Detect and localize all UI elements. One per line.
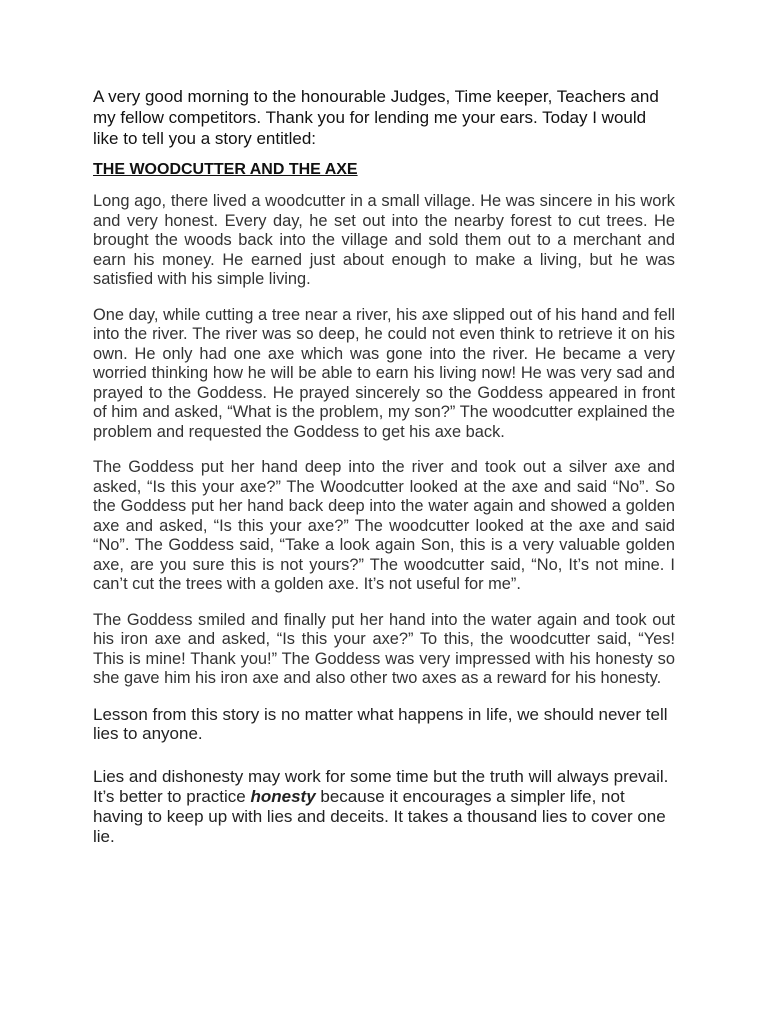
story-paragraph-4: The Goddess smiled and finally put her hand into the water again and took out his iron axe and asked, “Is this your axe?” To this, the woodcutter said, “Yes! This is mine! Thank you!” The Goddess was very impressed with his honesty so she gave him his iron axe and also other two axes as a reward for his honesty. xyxy=(93,610,675,687)
closing-text-start: Lies and dishonesty may work for some time but the truth will always prevail. It’s better to practice xyxy=(93,766,669,806)
closing-text-end: because it encourages a simpler life, not having to keep up with lies and deceits. It takes a thousand lies to cover one lie. xyxy=(93,786,666,846)
closing-paragraph xyxy=(93,767,675,847)
story-paragraph-1: Long ago, there lived a woodcutter in a small village. He was sincere in his work and very honest. Every day, he set out into the nearby forest to cut trees. He brought the woods back into the village and sold them out to a merchant and earn his money. He earned just about enough to make a living, but he was satisfied with his simple living. xyxy=(93,192,675,288)
lesson-paragraph: Lesson from this story is no matter what happens in life, we should never tell lies to anyone. xyxy=(93,704,668,743)
story-title: THE WOODCUTTER AND THE AXE xyxy=(93,161,358,178)
story-paragraph-2: One day, while cutting a tree near a river, his axe slipped out of his hand and fell into the river. The river was so deep, he could not even think to retrieve it on his own. He only had one axe which was gone into the river. He became a very worried thinking how he will be able to earn his living now! He was very sad and prayed to the Goddess. He prayed sincerely so the Goddess appeared in front of him and asked, “What is the problem, my son?” The woodcutter explained the problem and requested the Goddess to get his axe back. xyxy=(93,305,675,441)
document-page xyxy=(93,86,675,847)
closing-emphasis: honesty xyxy=(250,786,316,806)
intro-paragraph: A very good morning to the honourable Judges, Time keeper, Teachers and my fellow competitors. Thank you for lending me your ears. Today I would like to tell you a story entitled: xyxy=(93,87,659,148)
story-paragraph-3: The Goddess put her hand deep into the river and took out a silver axe and asked, “Is this your axe?” The Woodcutter looked at the axe and said “No”. So the Goddess put her hand back deep into the water again and showed a golden axe and asked, “Is this your axe?” The woodcutter looked at the axe and said “No”. The Goddess said, “Take a look again Son, this is a very valuable golden axe, are you sure this is not yours?” The woodcutter said, “No, It’s not mine. I can’t cut the trees with a golden axe. It’s not useful for me”. xyxy=(93,458,675,593)
